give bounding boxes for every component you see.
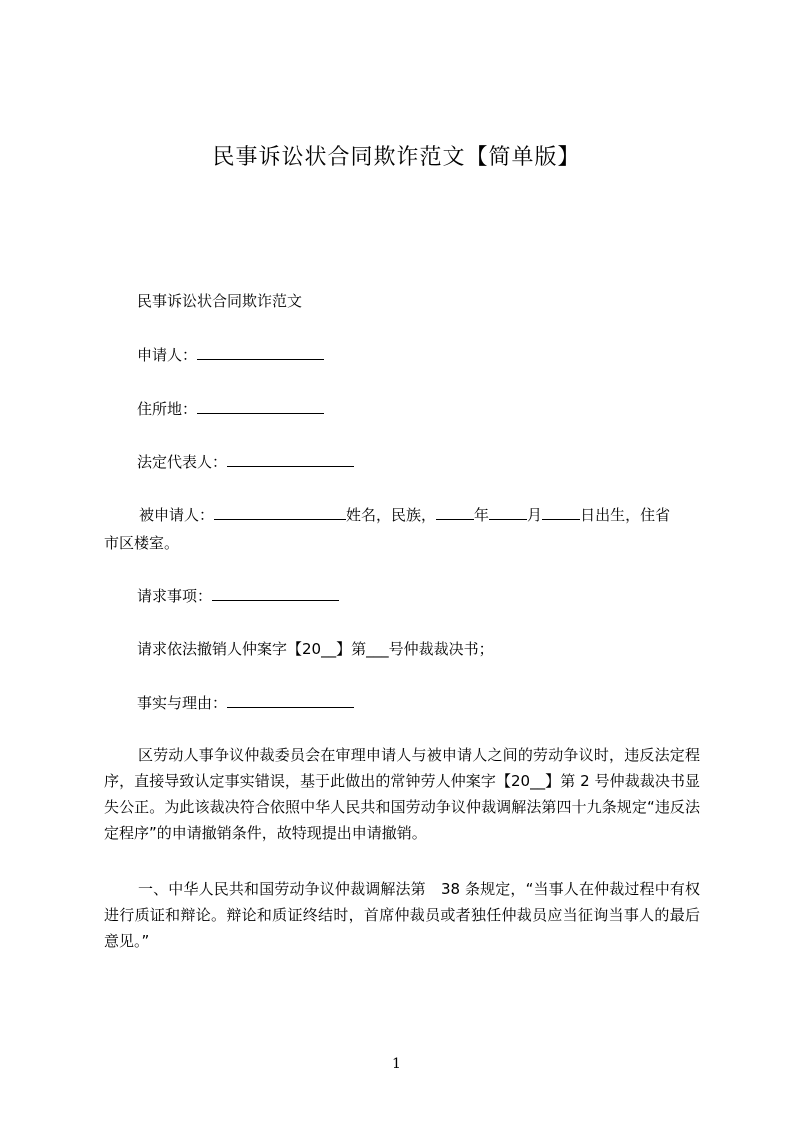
respondent-line-2: 市区楼室。 bbox=[104, 534, 180, 552]
request-blank bbox=[212, 586, 339, 601]
page-number: 1 bbox=[392, 1056, 401, 1072]
request-line bbox=[137, 586, 339, 606]
address-label: 住所地： bbox=[137, 400, 198, 418]
applicant-line bbox=[137, 345, 324, 365]
respondent-text-2: 日出生，住省 bbox=[580, 506, 671, 524]
respondent-line bbox=[139, 505, 670, 525]
respondent-month: 月 bbox=[527, 506, 543, 524]
respondent-day-blank bbox=[542, 505, 580, 520]
document-subtitle: 民事诉讼状合同欺诈范文 bbox=[137, 292, 303, 310]
legal-rep-line bbox=[137, 452, 354, 472]
facts-label: 事实与理由： bbox=[137, 694, 228, 712]
respondent-name-blank bbox=[214, 505, 346, 520]
request-content: 请求依法撤销人仲案字【20__】第___号仲裁裁决书； bbox=[137, 640, 494, 658]
address-blank bbox=[197, 399, 324, 414]
facts-paragraph-2: 一、中华人民共和国劳动争议仲裁调解法第 38 条规定，“当事人在仲裁过程中有权进行质证和辩论。辩论和质证终结时，首席仲裁员或者独任仲裁员应当征询当事人的最后意见。” bbox=[104, 880, 700, 950]
request-label: 请求事项： bbox=[137, 587, 213, 605]
legal-rep-blank bbox=[227, 452, 354, 467]
facts-line bbox=[137, 693, 354, 713]
respondent-year: 年 bbox=[474, 506, 490, 524]
facts-blank bbox=[227, 693, 354, 708]
document-title: 民事诉讼状合同欺诈范文【简单版】 bbox=[212, 145, 581, 170]
respondent-label: 被申请人： bbox=[139, 506, 215, 524]
respondent-text-1: 姓名，民族， bbox=[346, 506, 437, 524]
respondent-month-blank bbox=[489, 505, 527, 520]
applicant-label: 申请人： bbox=[137, 346, 198, 364]
respondent-year-blank bbox=[436, 505, 474, 520]
facts-paragraph-1: 区劳动人事争议仲裁委员会在审理申请人与被申请人之间的劳动争议时，违反法定程序，直接导致认定事实错误，基于此做出的常钟劳人仲案字【20__】第 2 号仲裁裁决书显失公正。为此该裁决符合依照中华人民共和国劳动争议仲裁调解法第四十九条规定“违反法定程序”的申请撤销条件，故特现提出申请撤销。 bbox=[104, 746, 700, 842]
legal-rep-label: 法定代表人： bbox=[137, 453, 228, 471]
applicant-blank bbox=[197, 345, 324, 360]
address-line bbox=[137, 399, 324, 419]
